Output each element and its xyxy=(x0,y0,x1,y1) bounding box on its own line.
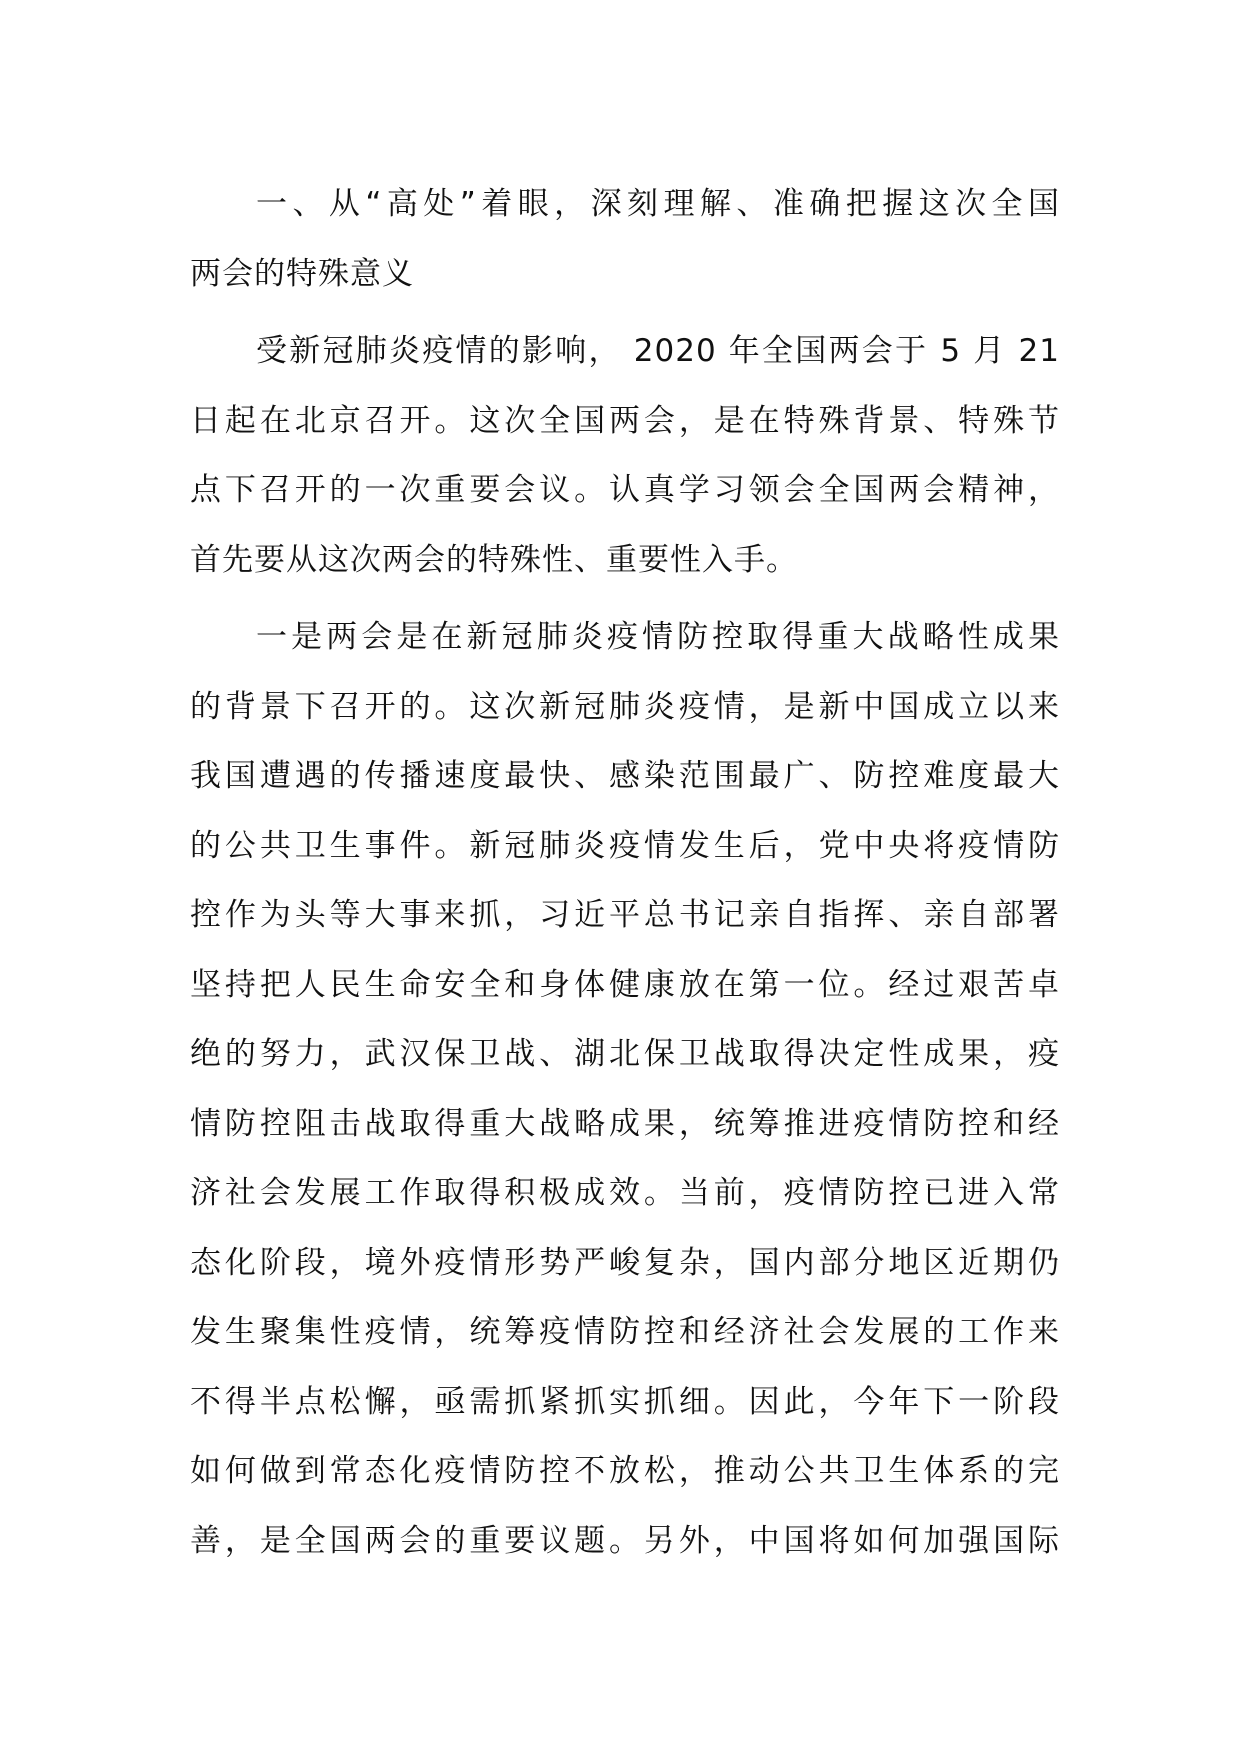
paragraph-line: 点下召开的一次重要会议。认真学习领会全国两会精神， xyxy=(190,472,1060,508)
paragraph-line: 的背景下召开的。这次新冠肺炎疫情，是新中国成立以来 xyxy=(190,688,1060,725)
paragraph-line: 我国遭遇的传播速度最快、感染范围最广、防控难度最大 xyxy=(190,758,1060,794)
paragraph-intro xyxy=(190,317,1060,595)
paragraph-line: 绝的努力，武汉保卫战、湖北保卫战取得决定性成果，疫 xyxy=(190,1036,1060,1072)
paragraph-point-one xyxy=(190,603,1060,1576)
paragraph-line: 日起在北京召开。这次全国两会，是在特殊背景、特殊节 xyxy=(190,402,1060,439)
paragraph-line: 的公共卫生事件。新冠肺炎疫情发生后，党中央将疫情防 xyxy=(190,827,1060,864)
section-heading xyxy=(190,170,1060,309)
paragraph-line: 如何做到常态化疫情防控不放松，推动公共卫生体系的完 xyxy=(190,1453,1060,1489)
paragraph-line: 控作为头等大事来抓，习近平总书记亲自指挥、亲自部署 xyxy=(190,897,1060,933)
paragraph-line: 坚持把人民生命安全和身体健康放在第一位。经过艰苦卓 xyxy=(190,966,1060,1003)
paragraph-line: 发生聚集性疫情，统筹疫情防控和经济社会发展的工作来 xyxy=(190,1314,1060,1350)
paragraph-line: 善，是全国两会的重要议题。另外，中国将如何加强国际 xyxy=(190,1522,1060,1559)
paragraph-line: 济社会发展工作取得积极成效。当前，疫情防控已进入常 xyxy=(190,1175,1060,1211)
paragraph-line: 首先要从这次两会的特殊性、重要性入手。 xyxy=(190,541,798,578)
paragraph-line: 受新冠肺炎疫情的影响， 2020 年全国两会于 5 月 21 xyxy=(256,333,1060,369)
document-page xyxy=(190,170,1060,1576)
paragraph-line: 情防控阻击战取得重大战略成果，统筹推进疫情防控和经 xyxy=(190,1105,1060,1142)
paragraph-line: 态化阶段，境外疫情形势严峻复杂，国内部分地区近期仍 xyxy=(190,1244,1060,1281)
paragraph-line: 一是两会是在新冠肺炎疫情防控取得重大战略性成果 xyxy=(256,619,1060,655)
heading-line: 一、从“高处”着眼，深刻理解、准确把握这次全国 xyxy=(256,186,1060,222)
heading-line: 两会的特殊意义 xyxy=(190,255,414,292)
paragraph-line: 不得半点松懈，亟需抓紧抓实抓细。因此，今年下一阶段 xyxy=(190,1383,1060,1420)
